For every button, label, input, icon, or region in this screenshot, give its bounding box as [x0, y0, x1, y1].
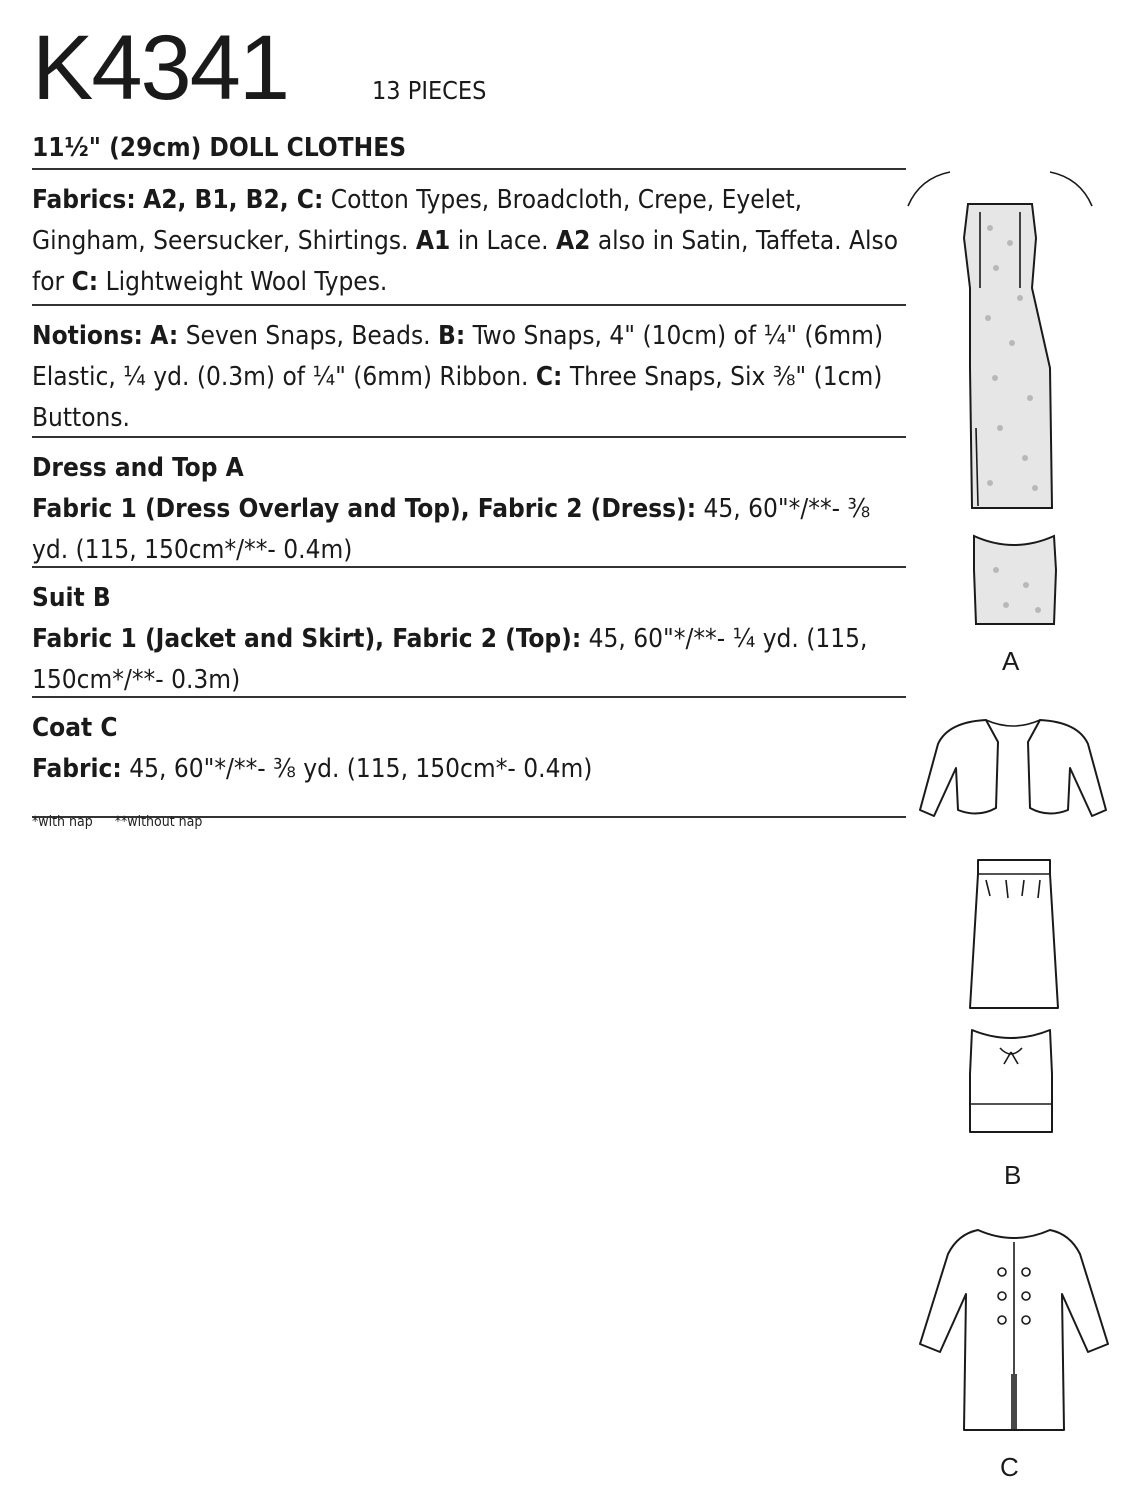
- jacket-b-illustration: [918, 714, 1108, 824]
- dress-a-illustration: [900, 168, 1100, 518]
- notions-a: A:: [150, 321, 179, 351]
- footnotes: [32, 814, 220, 830]
- fabrics-label: Fabrics:: [32, 185, 136, 215]
- top-b-illustration: [966, 1024, 1056, 1136]
- view-b-fabric-label: Fabric 1 (Jacket and Skirt), Fabric 2 (Top):: [32, 624, 582, 654]
- view-c-fabric-label: Fabric:: [32, 754, 122, 784]
- view-label-b: B: [1004, 1160, 1022, 1190]
- subtitle: 11½" (29cm) DOLL CLOTHES: [32, 133, 407, 163]
- view-label-c: C: [1000, 1452, 1019, 1482]
- view-b-heading: Suit B: [32, 583, 111, 613]
- view-c-yardage: 45, 60"*/**- ⅜ yd. (115, 150cm*- 0.4m): [129, 754, 593, 784]
- fabrics-c: C:: [71, 267, 99, 297]
- view-b-yardage: 45, 60"*/**- ¼ yd. (115, 150cm*/**- 0.3m): [32, 624, 868, 695]
- footnote-with-nap: *with nap: [32, 814, 93, 830]
- view-a-yardage: 45, 60"*/**- ⅜ yd. (115, 150cm*/**- 0.4m): [32, 494, 871, 565]
- view-b-section: [32, 566, 906, 696]
- requirements-column: [32, 168, 906, 818]
- pattern-number: K4341: [32, 17, 289, 119]
- notions-c-text: Three Snaps, Six ⅜" (1cm) Buttons.: [32, 362, 883, 433]
- top-a-illustration: [966, 530, 1066, 630]
- notions-b-text: Two Snaps, 4" (10cm) of ¼" (6mm) Elastic, ¼ yd. (0.3m) of ¼" (6mm) Ribbon.: [32, 321, 884, 392]
- fabrics-text-3: also in Satin, Taffeta. Also for: [32, 226, 899, 297]
- skirt-b-illustration: [966, 856, 1062, 1012]
- notions-label: Notions:: [32, 321, 143, 351]
- view-a-section: [32, 436, 906, 566]
- view-a-heading: Dress and Top A: [32, 453, 244, 483]
- notions-b: B:: [438, 321, 466, 351]
- footnote-without-nap: **without nap: [114, 814, 203, 830]
- fabrics-text-1: Cotton Types, Broadcloth, Crepe, Eyelet, Gingham, Seersucker, Shirtings.: [32, 185, 803, 256]
- fabrics-text-2: in Lace.: [457, 226, 549, 256]
- notions-c: C:: [535, 362, 563, 392]
- piece-count: 13 PIECES: [372, 76, 487, 105]
- coat-c-illustration: [918, 1224, 1110, 1436]
- view-c-section: [32, 696, 906, 816]
- fabrics-section: [32, 168, 906, 304]
- view-label-a: A: [1002, 646, 1020, 676]
- fabrics-views: A2, B1, B2, C:: [143, 185, 324, 215]
- fabrics-text-4: Lightweight Wool Types.: [105, 267, 388, 297]
- view-c-heading: Coat C: [32, 713, 118, 743]
- fabrics-a2: A2: [555, 226, 591, 256]
- notions-section: [32, 304, 906, 436]
- view-a-fabric-label: Fabric 1 (Dress Overlay and Top), Fabric 2 (Dress):: [32, 494, 697, 524]
- notions-a-text: Seven Snaps, Beads.: [185, 321, 431, 351]
- fabrics-a1: A1: [415, 226, 451, 256]
